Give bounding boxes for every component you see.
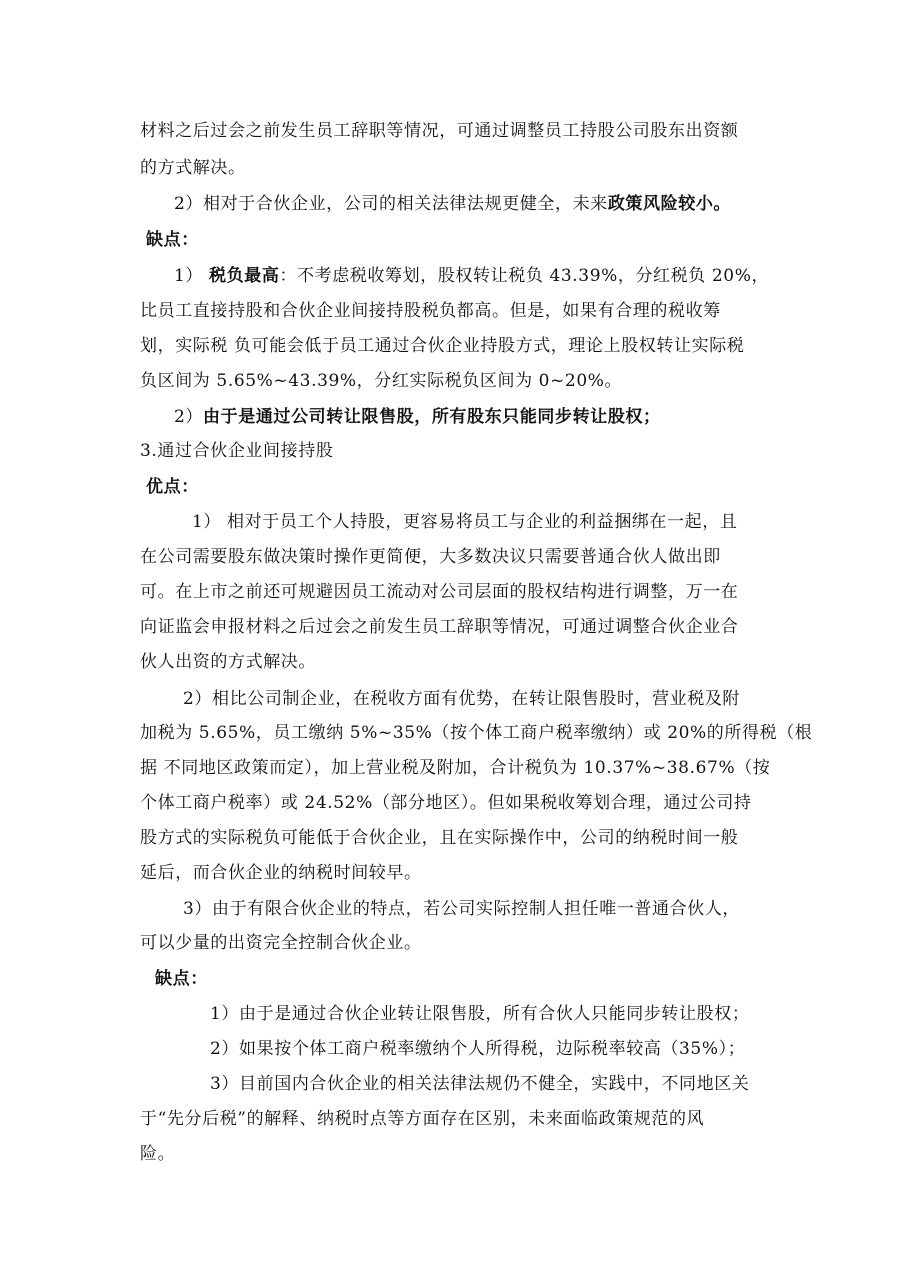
text-segment: 2） [174, 407, 204, 427]
paragraph-line [140, 300, 721, 322]
paragraph-line [183, 688, 740, 710]
paragraph-line [140, 757, 770, 779]
paragraph-line [140, 120, 738, 142]
text-segment: 3）目前国内合伙企业的相关法律法规仍不健全，实践中，不同地区关 [210, 1074, 750, 1094]
paragraph-line [192, 511, 737, 533]
text-segment: 可以少量的出资完全控制合伙企业。 [140, 933, 422, 953]
paragraph-line [140, 370, 622, 392]
bold-text: 缺点： [155, 969, 208, 989]
text-segment: 险。 [140, 1144, 176, 1164]
text-segment: 1） 相对于员工个人持股，更容易将员工与企业的利益捆绑在一起，且 [192, 512, 738, 532]
paragraph-line [210, 1003, 749, 1025]
text-segment: 2）相比公司制企业，在税收方面有优势，在转让限售股时，营业税及附 [183, 689, 741, 709]
text-segment: 据 不同地区政策而定），加上营业税及附加，合计税负为 10.37%~38.67%（按 [140, 758, 771, 778]
text-segment: 材料之后过会之前发生员工辞职等情况，可通过调整员工持股公司股东出资额 [140, 121, 739, 141]
paragraph-line [140, 616, 738, 638]
paragraph-line [140, 827, 738, 849]
paragraph-line [210, 1038, 745, 1060]
paragraph-line [140, 792, 752, 814]
section-title [140, 440, 333, 462]
paragraph-line [183, 898, 740, 920]
text-segment: 1） [174, 266, 210, 286]
paragraph-line [140, 651, 316, 673]
text-segment: 于“先分后税”的解释、纳税时点等方面存在区别，未来面临政策规范的风 [140, 1109, 705, 1129]
paragraph-line [174, 406, 661, 428]
text-segment: 在公司需要股东做决策时操作更简便，大多数决议只需要普通合伙人做出即 [140, 547, 721, 567]
section-heading-disadvantages [146, 229, 199, 251]
text-segment: 伙人出资的方式解决。 [140, 652, 316, 672]
bold-text: 税负最高 [209, 266, 280, 286]
bold-text: 政策风险较小。 [607, 194, 732, 214]
paragraph-line [210, 1073, 749, 1095]
text-segment: 划，实际税 负可能会低于员工通过合伙企业持股方式，理论上股权转让实际税 [140, 336, 745, 356]
paragraph-line [174, 193, 731, 215]
text-segment: 比员工直接持股和合伙企业间接持股税负都高。但是，如果有合理的税收筹 [140, 301, 721, 321]
text-segment: 加税为 5.65%，员工缴纳 5%~35%（按个体工商户税率缴纳）或 20%的所得税（根 [140, 723, 813, 743]
paragraph-line [140, 157, 246, 179]
paragraph-line [140, 1143, 175, 1165]
text-segment: 的方式解决。 [140, 158, 246, 178]
paragraph-line [140, 862, 422, 884]
text-segment: 3.通过合伙企业间接持股 [140, 441, 334, 461]
paragraph-line [140, 335, 744, 357]
paragraph-line [140, 722, 812, 744]
text-segment: 向证监会申报材料之后过会之前发生员工辞职等情况，可通过调整合伙企业合 [140, 617, 739, 637]
text-segment: 1）由于是通过合伙企业转让限售股，所有合伙人只能同步转让股权； [210, 1004, 750, 1024]
text-segment: 2）相对于合伙企业，公司的相关法律法规更健全，未来 [174, 194, 608, 214]
paragraph-line [174, 265, 769, 287]
text-segment: 延后，而合伙企业的纳税时间较早。 [140, 863, 422, 883]
text-segment: 负区间为 5.65%~43.39%，分红实际税负区间为 0~20%。 [140, 371, 623, 391]
text-segment: 2）如果按个体工商户税率缴纳个人所得税，边际税率较高（35%）； [210, 1039, 746, 1059]
bold-text: 缺点： [146, 230, 199, 250]
paragraph-line [140, 1108, 704, 1130]
paragraph-line [140, 932, 422, 954]
text-segment: 个体工商户税率）或 24.52%（部分地区）。但如果税收筹划合理，通过公司持 [140, 793, 752, 813]
text-segment: ：不考虑税收筹划，股权转让税负 43.39%，分红税负 20%， [279, 266, 770, 286]
paragraph-line [140, 546, 721, 568]
bold-text: 由于是通过公司转让限售股，所有股东只能同步转让股权； [203, 407, 661, 427]
bold-text: 优点： [146, 477, 199, 497]
text-segment: 3）由于有限合伙企业的特点，若公司实际控制人担任唯一普通合伙人， [183, 899, 741, 919]
text-segment: 可。在上市之前还可规避因员工流动对公司层面的股权结构进行调整，万一在 [140, 582, 739, 602]
section-heading-advantages [146, 476, 199, 498]
text-segment: 股方式的实际税负可能低于合伙企业，且在实际操作中，公司的纳税时间一般 [140, 828, 739, 848]
section-heading-disadvantages [155, 968, 208, 990]
paragraph-line [140, 581, 738, 603]
